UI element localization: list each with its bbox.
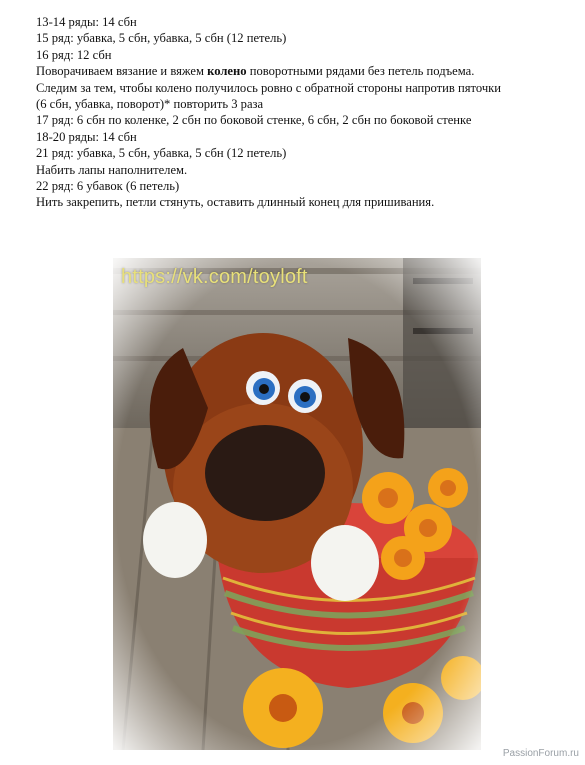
pattern-line-8: 18-20 ряды: 14 сбн [36,129,137,144]
pattern-text [36,14,556,211]
pattern-line-3: 16 ряд: 12 сбн [36,47,112,62]
pattern-line-10: Набить лапы наполнителем. [36,162,188,177]
bold-term: колено [207,64,247,79]
pattern-line-6: (6 сбн, убавка, поворот)* повторить 3 раза [36,97,264,112]
pattern-line-9: 21 ряд: убавка, 5 сбн, убавка, 5 сбн (12 петель) [36,146,287,161]
photo-illustration [113,258,481,750]
photo-watermark: https://vk.com/toyloft [121,266,308,288]
pattern-line-7: 17 ряд: 6 сбн по коленке, 2 сбн по боковой стенке, 6 сбн, 2 сбн по боковой стенке [36,113,472,128]
pattern-line-11: 22 ряд: 6 убавок (6 петель) [36,179,180,194]
toy-dog-photo [113,258,481,750]
pattern-line-5: Следим за тем, чтобы колено получилось ровно с обратной стороны напротив пяточки [36,80,502,95]
site-watermark: PassionForum.ru [502,748,579,759]
pattern-line-1: 13-14 ряды: 14 сбн [36,15,137,29]
pattern-line-2: 15 ряд: убавка, 5 сбн, убавка, 5 сбн (12 петель) [36,31,287,46]
pattern-line-4: Поворачиваем вязание и вяжем колено поворотными рядами без петель подъема. [36,64,475,79]
pattern-line-12: Нить закрепить, петли стянуть, оставить длинный конец для пришивания. [36,195,435,210]
